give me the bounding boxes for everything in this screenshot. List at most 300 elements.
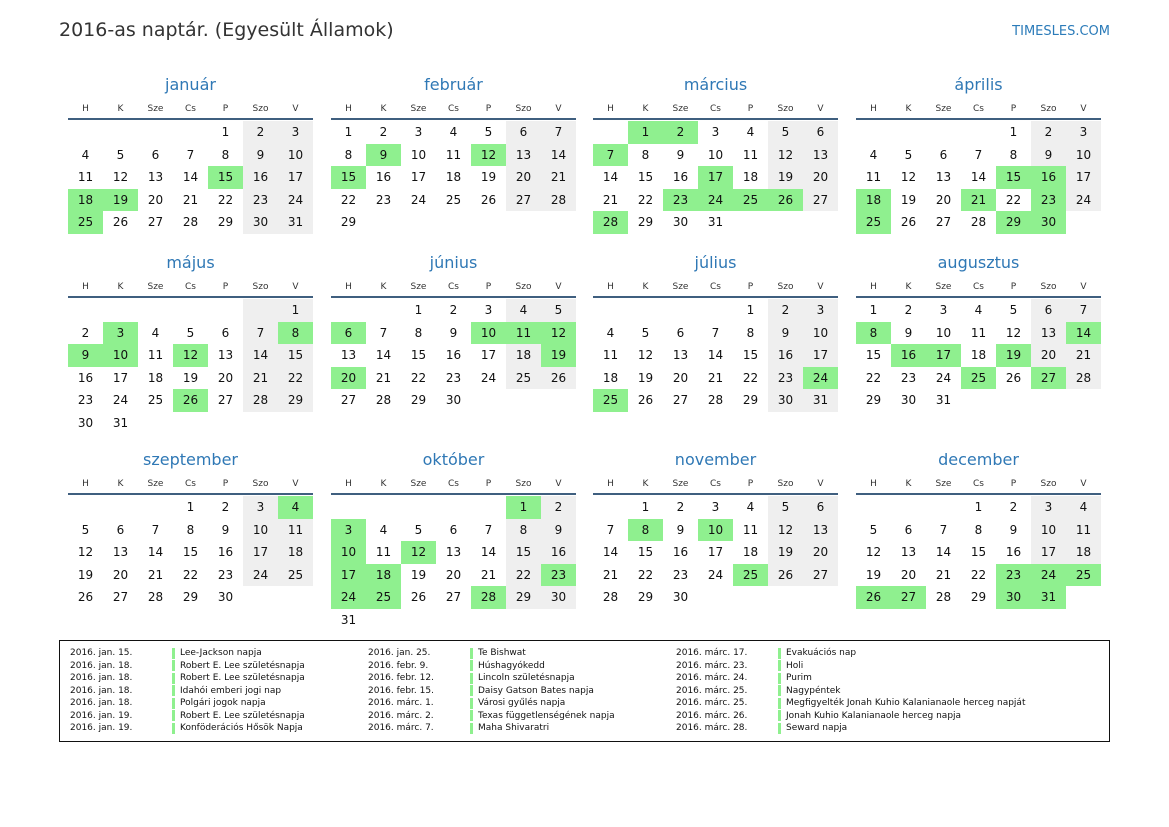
day-cell: 21	[1066, 344, 1101, 367]
weekday-label: H	[345, 104, 352, 114]
day-cell: 12	[173, 344, 208, 367]
day-cell: 2	[221, 500, 230, 515]
day-cell: 26	[410, 590, 427, 605]
legend-row	[358, 722, 615, 735]
day-cell: 13	[672, 348, 689, 363]
day-cell: 4	[81, 147, 90, 162]
legend-holiday-name: Robert E. Lee születésnapja	[180, 673, 305, 684]
empty-cell	[138, 496, 173, 519]
weekday-label: H	[870, 282, 877, 292]
legend-date: 2016. márc. 23.	[676, 660, 748, 671]
legend-row	[666, 660, 1025, 673]
day-cell: 23	[663, 189, 698, 212]
weekday-label: Sze	[147, 479, 164, 489]
day-cell: 3	[278, 121, 313, 144]
weekday-label: H	[345, 479, 352, 489]
day-cell: 21	[707, 370, 724, 385]
empty-cell	[698, 586, 733, 609]
weekday-label: V	[292, 104, 299, 114]
day-cell: 5	[484, 125, 493, 140]
legend-row	[60, 660, 305, 673]
empty-cell	[68, 496, 103, 519]
empty-cell	[208, 412, 243, 435]
empty-cell	[401, 496, 436, 519]
weekday-label: Szo	[777, 479, 794, 489]
day-cell: 15	[208, 166, 243, 189]
holiday-marker	[172, 698, 175, 709]
day-cell: 9	[768, 322, 803, 345]
legend-row	[60, 672, 305, 685]
weekday-label: Sze	[147, 104, 164, 114]
day-cell: 19	[865, 567, 882, 582]
empty-cell	[628, 299, 663, 322]
weekday-label: V	[555, 282, 562, 292]
day-cell: 23	[375, 192, 392, 207]
day-cell: 8	[1009, 147, 1018, 162]
weekday-label: K	[117, 104, 124, 114]
day-cell: 4	[278, 496, 313, 519]
day-cell: 16	[77, 370, 94, 385]
day-cell: 3	[1031, 496, 1066, 519]
month-name: szeptember	[142, 450, 238, 469]
day-cell: 27	[803, 189, 838, 212]
day-cell: 11	[506, 322, 541, 345]
day-cell: 7	[151, 522, 160, 537]
day-cell: 11	[77, 170, 94, 185]
day-cell: 6	[939, 147, 948, 162]
day-cell: 31	[278, 211, 313, 234]
day-cell: 3	[803, 299, 838, 322]
legend-date: 2016. márc. 25.	[676, 698, 748, 709]
day-cell: 4	[151, 325, 160, 340]
legend-row	[666, 697, 1025, 710]
day-cell: 5	[869, 522, 878, 537]
day-cell: 21	[935, 567, 952, 582]
day-cell: 31	[707, 215, 724, 230]
day-cell: 10	[278, 144, 313, 167]
weekday-label: P	[485, 104, 492, 114]
weekday-label: K	[905, 479, 912, 489]
day-grid	[856, 299, 1101, 412]
day-cell: 2	[541, 496, 576, 519]
day-cell: 22	[340, 192, 357, 207]
day-cell: 10	[935, 325, 952, 340]
legend-holiday-name: Megfigyelték Jonah Kuhio Kalanianaole herceg napját	[786, 698, 1026, 709]
day-cell: 26	[480, 192, 497, 207]
holiday-marker	[778, 698, 781, 709]
empty-cell	[243, 412, 278, 435]
weekday-label: K	[642, 104, 649, 114]
day-cell: 27	[803, 564, 838, 587]
day-cell: 10	[707, 147, 724, 162]
day-cell: 6	[151, 147, 160, 162]
day-cell: 20	[1031, 344, 1066, 367]
weekday-label: P	[1010, 104, 1017, 114]
empty-cell	[926, 496, 961, 519]
day-cell: 13	[900, 545, 917, 560]
empty-cell	[1066, 211, 1101, 234]
empty-cell	[593, 299, 628, 322]
empty-cell	[366, 299, 401, 322]
day-cell: 25	[278, 564, 313, 587]
day-cell: 22	[637, 567, 654, 582]
empty-cell	[173, 412, 208, 435]
day-cell: 12	[77, 545, 94, 560]
day-cell: 7	[243, 322, 278, 345]
day-cell: 25	[961, 367, 996, 390]
month-name: október	[422, 450, 485, 469]
weekday-label: Sze	[410, 104, 427, 114]
legend-holiday-name: Texas függetlenségének napja	[478, 710, 615, 721]
weekday-label: Sze	[935, 104, 952, 114]
day-cell: 13	[803, 519, 838, 542]
empty-cell	[366, 496, 401, 519]
day-cell: 5	[1009, 303, 1018, 318]
month-4	[856, 74, 1101, 234]
weekday-label: P	[1010, 479, 1017, 489]
day-cell: 5	[186, 325, 195, 340]
empty-cell	[138, 299, 173, 322]
weekday-label: Szo	[1040, 282, 1057, 292]
day-cell: 15	[182, 545, 199, 560]
day-cell: 28	[970, 215, 987, 230]
day-cell: 5	[541, 299, 576, 322]
day-cell: 23	[768, 367, 803, 390]
holiday-marker	[470, 685, 473, 696]
day-cell: 4	[379, 522, 388, 537]
day-cell: 8	[186, 522, 195, 537]
day-cell: 8	[278, 322, 313, 345]
day-cell: 27	[112, 590, 129, 605]
day-cell: 28	[147, 590, 164, 605]
day-cell: 12	[865, 545, 882, 560]
day-cell: 25	[147, 393, 164, 408]
weekday-label: V	[1080, 479, 1087, 489]
holiday-marker	[778, 723, 781, 734]
day-cell: 26	[637, 393, 654, 408]
weekday-label: Sze	[935, 282, 952, 292]
day-cell: 1	[344, 125, 353, 140]
holiday-marker	[470, 723, 473, 734]
day-cell: 13	[112, 545, 129, 560]
day-grid	[331, 496, 576, 631]
day-cell: 3	[414, 125, 423, 140]
day-cell: 7	[974, 147, 983, 162]
empty-cell	[961, 121, 996, 144]
legend-holiday-name: Városi gyűlés napja	[478, 698, 566, 709]
day-cell: 19	[182, 370, 199, 385]
weekday-label: Szo	[777, 282, 794, 292]
holiday-marker	[172, 648, 175, 659]
day-cell: 28	[243, 389, 278, 412]
day-cell: 4	[869, 147, 878, 162]
day-cell: 15	[331, 166, 366, 189]
day-cell: 8	[221, 147, 230, 162]
day-cell: 19	[637, 370, 654, 385]
day-grid	[331, 121, 576, 234]
weekday-label: Szo	[252, 282, 269, 292]
legend-holiday-name: Seward napja	[786, 723, 848, 734]
weekday-label: K	[642, 282, 649, 292]
day-cell: 29	[506, 586, 541, 609]
day-cell: 4	[606, 325, 615, 340]
day-cell: 15	[278, 344, 313, 367]
day-grid	[68, 121, 313, 234]
day-cell: 15	[506, 541, 541, 564]
day-cell: 8	[746, 325, 755, 340]
weekday-label: K	[642, 479, 649, 489]
empty-cell	[803, 586, 838, 609]
day-cell: 14	[182, 170, 199, 185]
day-cell: 17	[331, 564, 366, 587]
day-cell: 7	[379, 325, 388, 340]
day-cell: 27	[672, 393, 689, 408]
holiday-marker	[470, 673, 473, 684]
day-cell: 16	[672, 170, 689, 185]
weekday-label: K	[380, 282, 387, 292]
day-cell: 13	[803, 144, 838, 167]
weekday-header	[593, 282, 838, 298]
day-cell: 2	[663, 121, 698, 144]
day-cell: 25	[733, 564, 768, 587]
holiday-marker	[778, 685, 781, 696]
day-cell: 16	[445, 348, 462, 363]
weekday-label: P	[747, 479, 754, 489]
day-cell: 17	[278, 166, 313, 189]
day-cell: 7	[541, 121, 576, 144]
weekday-label: K	[905, 282, 912, 292]
day-cell: 23	[996, 564, 1031, 587]
day-cell: 27	[1031, 367, 1066, 390]
day-cell: 9	[904, 325, 913, 340]
day-grid	[856, 496, 1101, 609]
legend-date: 2016. márc. 28.	[676, 723, 748, 734]
day-cell: 29	[182, 590, 199, 605]
holiday-marker	[172, 660, 175, 671]
day-cell: 7	[606, 522, 615, 537]
weekday-header	[331, 479, 576, 495]
weekday-header	[68, 282, 313, 298]
day-cell: 1	[641, 500, 650, 515]
day-cell: 21	[602, 192, 619, 207]
weekday-label: Szo	[515, 479, 532, 489]
day-cell: 24	[935, 370, 952, 385]
day-cell: 5	[116, 147, 125, 162]
legend-holiday-name: Evakuációs nap	[786, 648, 857, 659]
day-cell: 2	[449, 303, 458, 318]
day-cell: 24	[243, 564, 278, 587]
day-cell: 28	[1066, 367, 1101, 390]
day-cell: 9	[221, 522, 230, 537]
month-2	[331, 74, 576, 234]
holiday-marker	[778, 673, 781, 684]
legend-holiday-name: Robert E. Lee születésnapja	[180, 660, 305, 671]
month-name: augusztus	[937, 253, 1020, 272]
empty-cell	[103, 121, 138, 144]
legend-date: 2016. márc. 26.	[676, 710, 748, 721]
legend-holiday-name: Holi	[786, 660, 804, 671]
day-cell: 17	[926, 344, 961, 367]
legend-date: 2016. márc. 17.	[676, 648, 748, 659]
day-cell: 13	[506, 144, 541, 167]
day-cell: 20	[331, 367, 366, 390]
empty-cell	[506, 211, 541, 234]
empty-cell	[506, 389, 541, 412]
day-cell: 20	[506, 166, 541, 189]
day-cell: 11	[445, 147, 462, 162]
weekday-label: Cs	[710, 104, 721, 114]
page-title: 2016-as naptár. (Egyesült Államok)	[59, 19, 394, 41]
day-cell: 19	[480, 170, 497, 185]
day-cell: 10	[471, 322, 506, 345]
empty-cell	[173, 121, 208, 144]
day-cell: 18	[506, 344, 541, 367]
holiday-marker	[778, 660, 781, 671]
day-cell: 9	[366, 144, 401, 167]
month-12	[856, 449, 1101, 609]
legend-date: 2016. jan. 19.	[70, 723, 133, 734]
legend-date: 2016. febr. 15.	[368, 685, 434, 696]
weekday-label: Szo	[777, 104, 794, 114]
month-1	[68, 74, 313, 234]
month-name: december	[938, 450, 1019, 469]
empty-cell	[103, 496, 138, 519]
month-name: május	[166, 253, 215, 272]
day-cell: 30	[445, 393, 462, 408]
day-cell: 24	[480, 370, 497, 385]
day-cell: 3	[1066, 121, 1101, 144]
day-cell: 8	[506, 519, 541, 542]
day-cell: 6	[676, 325, 685, 340]
day-cell: 24	[1066, 189, 1101, 212]
day-cell: 21	[541, 166, 576, 189]
empty-cell	[436, 609, 471, 632]
day-cell: 21	[480, 567, 497, 582]
empty-cell	[173, 299, 208, 322]
day-cell: 4	[746, 500, 755, 515]
day-cell: 4	[746, 125, 755, 140]
empty-cell	[856, 121, 891, 144]
day-cell: 24	[698, 189, 733, 212]
day-cell: 12	[541, 322, 576, 345]
day-cell: 2	[1009, 500, 1018, 515]
day-cell: 6	[116, 522, 125, 537]
weekday-header	[593, 479, 838, 495]
day-cell: 22	[865, 370, 882, 385]
day-cell: 29	[217, 215, 234, 230]
day-cell: 25	[733, 189, 768, 212]
day-cell: 3	[103, 322, 138, 345]
day-cell: 18	[147, 370, 164, 385]
day-cell: 13	[340, 348, 357, 363]
day-cell: 9	[676, 522, 685, 537]
day-cell: 20	[803, 541, 838, 564]
weekday-label: V	[555, 104, 562, 114]
day-cell: 5	[81, 522, 90, 537]
empty-cell	[68, 121, 103, 144]
day-cell: 16	[217, 545, 234, 560]
day-cell: 24	[278, 189, 313, 212]
day-grid	[68, 496, 313, 609]
weekday-label: K	[380, 479, 387, 489]
day-cell: 18	[445, 170, 462, 185]
day-cell: 20	[803, 166, 838, 189]
legend-holiday-name: Maha Shivaratri	[478, 723, 550, 734]
day-cell: 8	[974, 522, 983, 537]
day-cell: 13	[1031, 322, 1066, 345]
legend-date: 2016. jan. 18.	[70, 685, 133, 696]
legend-date: 2016. jan. 18.	[70, 673, 133, 684]
weekday-label: K	[117, 282, 124, 292]
day-cell: 17	[243, 541, 278, 564]
weekday-header	[593, 104, 838, 120]
day-cell: 14	[147, 545, 164, 560]
weekday-label: V	[817, 282, 824, 292]
day-cell: 1	[186, 500, 195, 515]
legend-date: 2016. jan. 18.	[70, 660, 133, 671]
site-link[interactable]: TIMESLES.COM	[1012, 24, 1110, 39]
weekday-header	[856, 104, 1101, 120]
day-cell: 3	[484, 303, 493, 318]
day-cell: 14	[375, 348, 392, 363]
day-cell: 17	[803, 344, 838, 367]
day-cell: 16	[1005, 545, 1022, 560]
empty-cell	[471, 389, 506, 412]
empty-cell	[1066, 389, 1101, 412]
day-cell: 1	[278, 299, 313, 322]
day-cell: 20	[900, 567, 917, 582]
day-cell: 2	[243, 121, 278, 144]
month-name: március	[683, 75, 748, 94]
day-cell: 7	[939, 522, 948, 537]
empty-cell	[663, 299, 698, 322]
day-cell: 15	[865, 348, 882, 363]
weekday-label: Szo	[515, 104, 532, 114]
day-grid	[856, 121, 1101, 234]
weekday-label: Sze	[147, 282, 164, 292]
day-cell: 4	[449, 125, 458, 140]
weekday-header	[856, 282, 1101, 298]
day-cell: 24	[707, 567, 724, 582]
day-cell: 22	[637, 192, 654, 207]
day-cell: 10	[1066, 144, 1101, 167]
legend-column	[60, 647, 305, 735]
weekday-label: Szo	[515, 282, 532, 292]
day-cell: 24	[1031, 564, 1066, 587]
weekday-label: Cs	[973, 104, 984, 114]
day-cell: 2	[1031, 121, 1066, 144]
holiday-marker	[172, 685, 175, 696]
weekday-label: Cs	[710, 479, 721, 489]
empty-cell	[856, 496, 891, 519]
empty-cell	[961, 389, 996, 412]
month-3	[593, 74, 838, 234]
day-cell: 31	[803, 389, 838, 412]
day-cell: 19	[103, 189, 138, 212]
weekday-label: V	[817, 479, 824, 489]
weekday-label: H	[607, 104, 614, 114]
weekday-label: K	[117, 479, 124, 489]
day-cell: 26	[768, 189, 803, 212]
legend-holiday-name: Lincoln születésnapja	[478, 673, 575, 684]
weekday-label: H	[607, 282, 614, 292]
weekday-label: H	[607, 479, 614, 489]
day-cell: 9	[243, 144, 278, 167]
month-7	[593, 252, 838, 412]
day-cell: 17	[707, 545, 724, 560]
legend-column	[358, 647, 615, 735]
empty-cell	[366, 609, 401, 632]
